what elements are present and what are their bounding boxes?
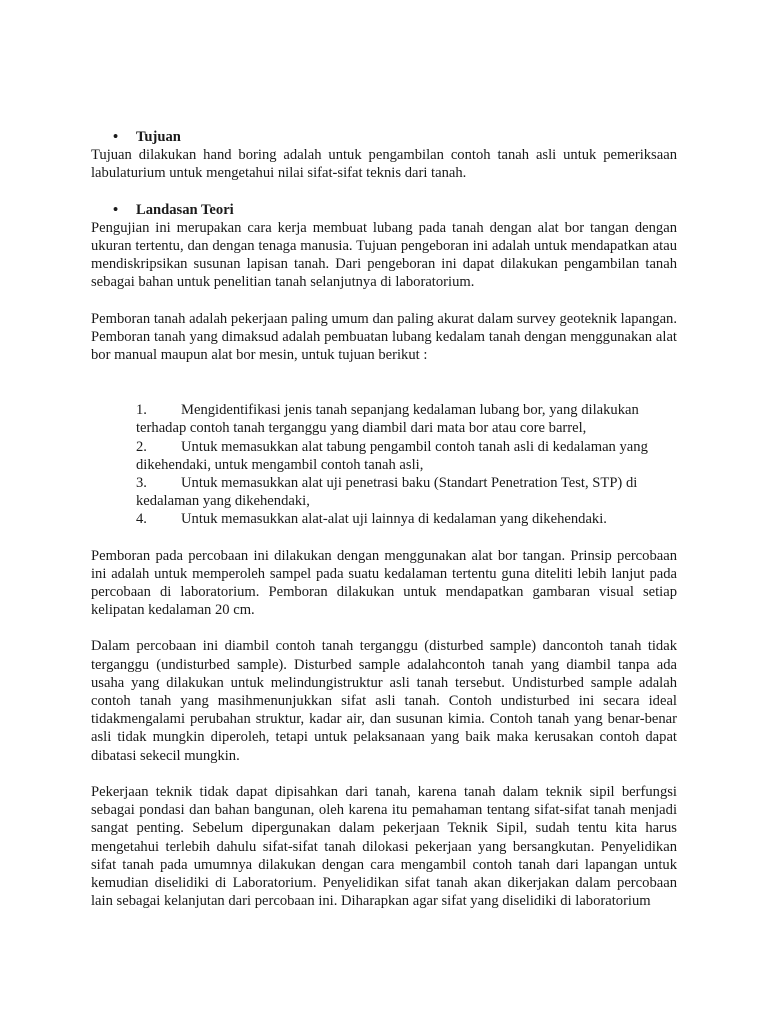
list-item	[136, 510, 648, 528]
document-page	[91, 128, 677, 910]
paragraph-landasan-5: Pekerjaan teknik tidak dapat dipisahkan dari tanah, karena tanah dalam teknik sipil berfungsi sebagai pondasi dan bahan bangunan, oleh karena itu pemahaman tentang sifat-sifat tanah menjadi sangat penting. Sebelum dipergunakan dalam pekerjaan Teknik Sipil, sudah tentu kita harus mengetahui terlebih dahulu sifat-sifat tanah dilokasi pekerjaan yang bersangkutan. Penyelidikan sifat tanah pada umumnya dilakukan dengan cara mengambil contoh tanah dari lapangan untuk kemudian diselidiki di Laboratorium. Penyelidikan sifat tanah akan dikerjakan dalam percobaan lain sebagai kelanjutan dari percobaan ini. Diharapkan agar sifat yang diselidiki di laboratorium	[91, 783, 677, 910]
paragraph-landasan-1: Pengujian ini merupakan cara kerja membuat lubang pada tanah dengan alat bor tangan dengan ukuran tertentu, dan dengan tenaga manusia. Tujuan pengeboran ini adalah untuk mendapatkan atau mendiskripsikan susunan lapisan tanah. Dari pengeboran ini dapat dilakukan pengambilan tanah sebagai bahan untuk penelitian tanah selanjutnya di laboratorium.	[91, 219, 677, 291]
paragraph-landasan-3: Pemboran pada percobaan ini dilakukan dengan menggunakan alat bor tangan. Prinsip percobaan ini adalah untuk memperoleh sampel pada suatu kedalaman tertentu guna diteliti lebih lanjut pada percobaan di laboratorium. Pemboran dilakukan untuk mendapatkan gambaran visual setiap kelipatan kedalaman 20 cm.	[91, 547, 677, 619]
bullet-icon: •	[113, 201, 119, 218]
paragraph-tujuan: Tujuan dilakukan hand boring adalah untuk pengambilan contoh tanah asli untuk pemeriksaan labulaturium untuk mengetahui nilai sifat-sifat teknis dari tanah.	[91, 147, 677, 182]
list-text: Mengidentifikasi jenis tanah sepanjang kedalaman lubang bor, yang dilakukan terhadap contoh tanah terganggu yang diambil dari mata bor atau core barrel,	[136, 402, 639, 437]
bullet-icon: •	[113, 129, 119, 145]
list-text: Untuk memasukkan alat tabung pengambil contoh tanah asli di kedalaman yang dikehendaki, untuk mengambil contoh tanah asli,	[136, 438, 648, 473]
paragraph-landasan-2: Pemboran tanah adalah pekerjaan paling umum dan paling akurat dalam survey geoteknik lapangan. Pemboran tanah yang dimaksud adalah pembuatan lubang kedalam tanah dengan menggunakan alat bor manual maupun alat bor mesin, untuk tujuan berikut :	[91, 310, 677, 364]
list-item	[136, 401, 648, 437]
heading-tujuan	[91, 128, 677, 146]
heading-landasan-teori	[91, 201, 677, 219]
list-text: Untuk memasukkan alat uji penetrasi baku (Standart Penetration Test, STP) di kedalaman yang dikehendaki,	[136, 475, 638, 510]
list-number: 1.	[136, 402, 147, 419]
list-number: 4.	[136, 511, 147, 528]
heading-landasan-text: Landasan Teori	[136, 201, 234, 218]
list-text: Untuk memasukkan alat-alat uji lainnya di kedalaman yang dikehendaki.	[181, 511, 607, 528]
list-number: 3.	[136, 475, 147, 492]
list-number: 2.	[136, 438, 147, 455]
heading-tujuan-text: Tujuan	[136, 129, 181, 145]
numbered-list	[91, 401, 648, 528]
list-item	[136, 474, 648, 510]
list-item	[136, 438, 648, 474]
paragraph-landasan-4: Dalam percobaan ini diambil contoh tanah terganggu (disturbed sample) dancontoh tanah tidak terganggu (undisturbed sample). Disturbed sample adalahcontoh tanah yang diambil tanpa ada usaha yang dilakukan untuk melindungistruktur asli tanah tersebut. Undisturbed sample adalah contoh tanah yang masihmenunjukkan sifat asli tanah. Contoh undisturbed ini secara ideal tidakmengalami perubahan struktur, kadar air, dan susunan kimia. Contoh tanah yang benar-benar asli tidak mungkin diperoleh, tetapi untuk pelaksanaan yang baik maka kerusakan contoh dapat dibatasi sekecil mungkin.	[91, 638, 677, 764]
